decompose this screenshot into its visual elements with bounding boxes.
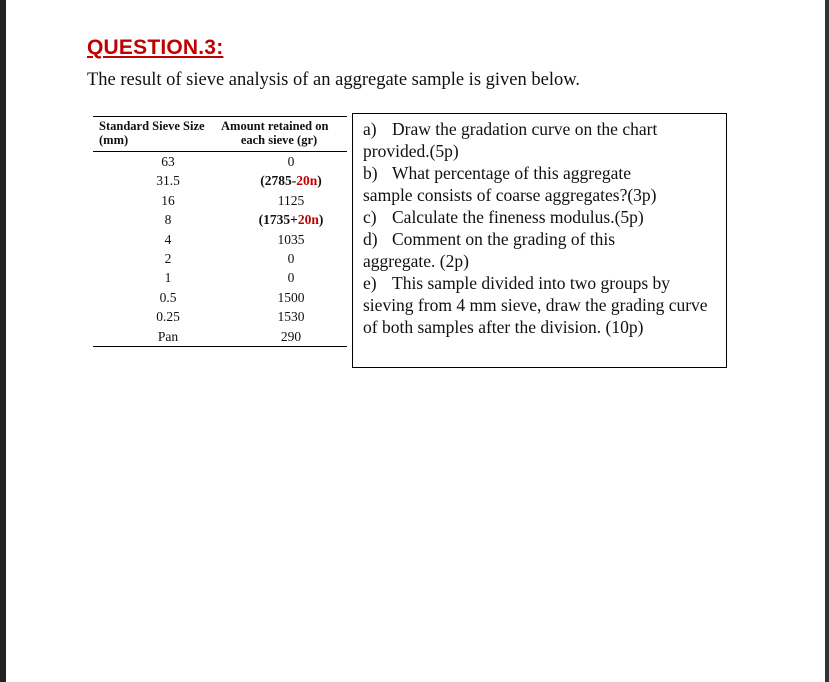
table-row bbox=[93, 230, 347, 249]
sieve-size-cell: 8 bbox=[164, 212, 172, 228]
table-row bbox=[93, 249, 347, 268]
task-continuation: sample consists of coarse aggregates?(3p) bbox=[363, 185, 657, 205]
amount-suffix: ) bbox=[318, 212, 324, 228]
table-row bbox=[93, 152, 347, 171]
amount-suffix: ) bbox=[317, 173, 322, 189]
left-edge-bar bbox=[0, 0, 6, 682]
table-row bbox=[93, 307, 347, 326]
header-amount: Amount retained on bbox=[221, 119, 329, 133]
amount-cell: 0 bbox=[287, 250, 295, 266]
task-item bbox=[363, 206, 720, 228]
task-continuation: sieving from 4 mm sieve, draw the grading curve of both samples after the division. (10p) bbox=[363, 295, 708, 337]
table-row bbox=[93, 191, 347, 210]
amount-cell: 0 bbox=[287, 154, 295, 169]
sieve-size-cell: Pan bbox=[157, 328, 179, 344]
sieve-size-cell: 4 bbox=[164, 231, 172, 247]
header-amount-unit: each sieve (gr) bbox=[240, 133, 318, 147]
task-continuation: provided.(5p) bbox=[363, 141, 459, 161]
sieve-size-cell: 16 bbox=[161, 192, 175, 208]
sieve-analysis-table bbox=[93, 116, 347, 347]
task-label: e) bbox=[363, 273, 377, 293]
task-label: d) bbox=[363, 229, 378, 249]
sieve-size-cell: 63 bbox=[161, 154, 175, 169]
task-text: Calculate the fineness modulus.(5p) bbox=[392, 207, 644, 227]
amount-cell: 1500 bbox=[277, 289, 305, 305]
table-row bbox=[93, 327, 347, 346]
amount-variable: 20n bbox=[296, 173, 318, 189]
task-box bbox=[352, 113, 727, 368]
table-row bbox=[93, 171, 347, 190]
amount-cell: 1530 bbox=[277, 309, 305, 325]
task-label: a) bbox=[363, 119, 377, 139]
right-edge-bar bbox=[825, 0, 829, 682]
sieve-size-cell: 0.5 bbox=[159, 289, 177, 305]
task-item bbox=[363, 272, 720, 294]
task-label: b) bbox=[363, 163, 378, 183]
amount-prefix: (1735+ bbox=[258, 212, 298, 228]
task-text: Draw the gradation curve on the chart bbox=[392, 119, 658, 139]
sieve-size-cell: 1 bbox=[164, 270, 172, 286]
task-continuation: aggregate. (2p) bbox=[363, 251, 469, 271]
amount-cell: 290 bbox=[280, 328, 302, 344]
amount-cell bbox=[245, 212, 337, 228]
amount-prefix: (2785- bbox=[260, 173, 297, 189]
task-text: This sample divided into two groups by bbox=[392, 273, 671, 293]
sieve-size-cell: 31.5 bbox=[156, 173, 180, 189]
question-intro: The result of sieve analysis of an aggregate sample is given below. bbox=[87, 70, 581, 90]
header-sieve-unit: (mm) bbox=[99, 133, 129, 147]
amount-cell: 0 bbox=[287, 270, 295, 286]
amount-cell: 1125 bbox=[277, 192, 305, 208]
table-row bbox=[93, 268, 347, 287]
task-item bbox=[363, 162, 720, 184]
task-text: Comment on the grading of this bbox=[392, 229, 616, 249]
amount-cell: 1035 bbox=[277, 231, 305, 247]
sieve-size-cell: 2 bbox=[164, 250, 172, 266]
task-text: What percentage of this aggregate bbox=[392, 163, 632, 183]
header-sieve-size: Standard Sieve Size bbox=[99, 119, 205, 133]
sieve-size-cell: 0.25 bbox=[156, 309, 180, 325]
table-row bbox=[93, 288, 347, 307]
question-title: QUESTION.3: bbox=[87, 36, 224, 59]
table-header bbox=[93, 117, 347, 152]
amount-variable: 20n bbox=[297, 212, 319, 228]
task-item bbox=[363, 228, 720, 250]
amount-cell bbox=[245, 173, 337, 189]
task-label: c) bbox=[363, 207, 377, 227]
table-row bbox=[93, 210, 347, 229]
task-item bbox=[363, 118, 720, 140]
